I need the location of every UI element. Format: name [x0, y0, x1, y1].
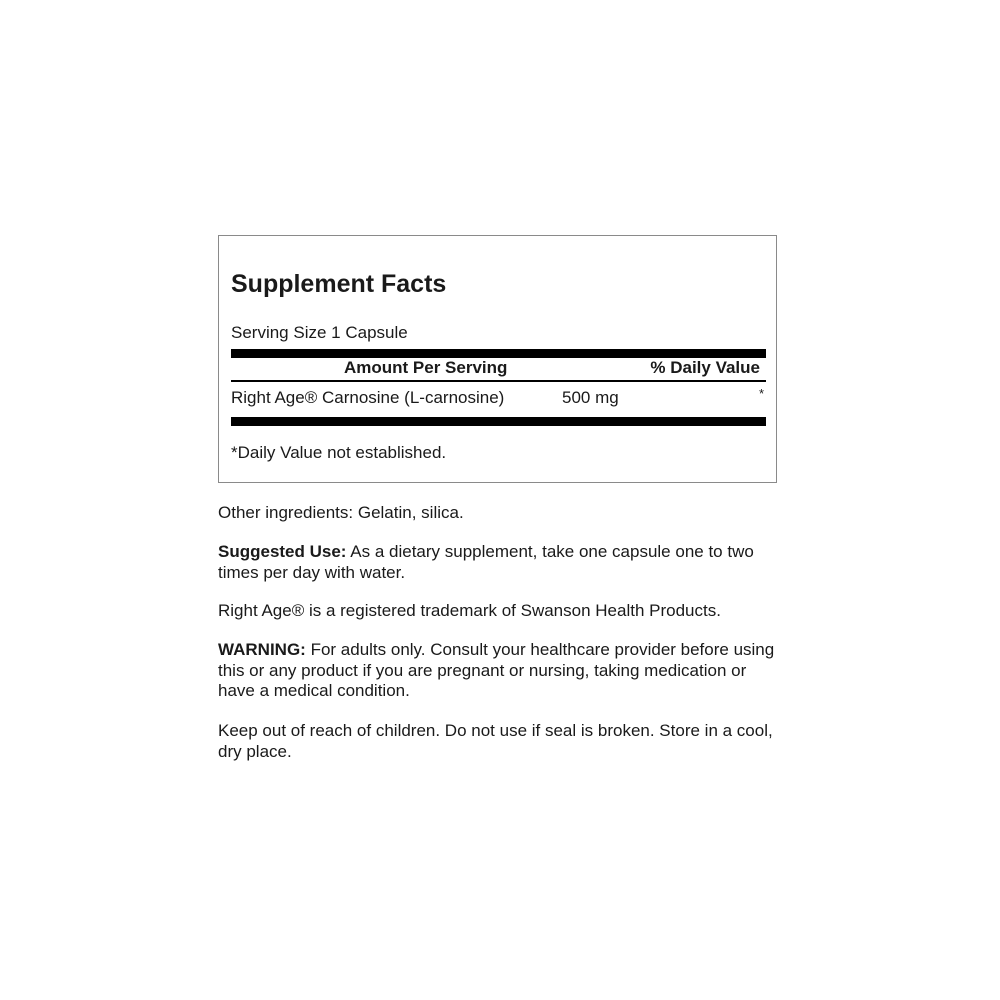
warning-text: For adults only. Consult your healthcare provider before using this or any product if you are pregnant or nursing, taking medication or have a medical condition.: [218, 640, 775, 700]
storage-note: Keep out of reach of children. Do not use if seal is broken. Store in a cool, dry place.: [218, 721, 773, 761]
other-ingredients: Other ingredients: Gelatin, silica.: [218, 503, 464, 522]
warning: [218, 640, 778, 702]
supplement-facts-panel: [218, 235, 777, 483]
ingredient-name: Right Age® Carnosine (L-carnosine): [231, 388, 505, 407]
ingredient-daily-value: *: [758, 386, 764, 401]
suggested-use-label: Suggested Use:: [218, 542, 347, 561]
suggested-use-text: As a dietary supplement, take one capsule one to two times per day with water.: [218, 542, 754, 582]
ingredient-amount: 500 mg: [562, 388, 619, 407]
facts-header-row: [231, 358, 766, 380]
suggested-use: [218, 542, 778, 583]
ingredient-row: [231, 388, 766, 412]
serving-size: Serving Size 1 Capsule: [231, 323, 408, 342]
thick-divider-top: [231, 349, 766, 358]
daily-value-footnote: *Daily Value not established.: [231, 443, 447, 462]
thick-divider-bottom: [231, 417, 766, 426]
supplement-facts-title: Supplement Facts: [231, 270, 447, 298]
header-amount-per-serving: Amount Per Serving: [344, 358, 508, 377]
trademark-note: Right Age® is a registered trademark of Swanson Health Products.: [218, 601, 721, 620]
header-daily-value: % Daily Value: [650, 358, 760, 377]
warning-label: WARNING:: [218, 640, 306, 659]
thin-divider: [231, 380, 766, 382]
